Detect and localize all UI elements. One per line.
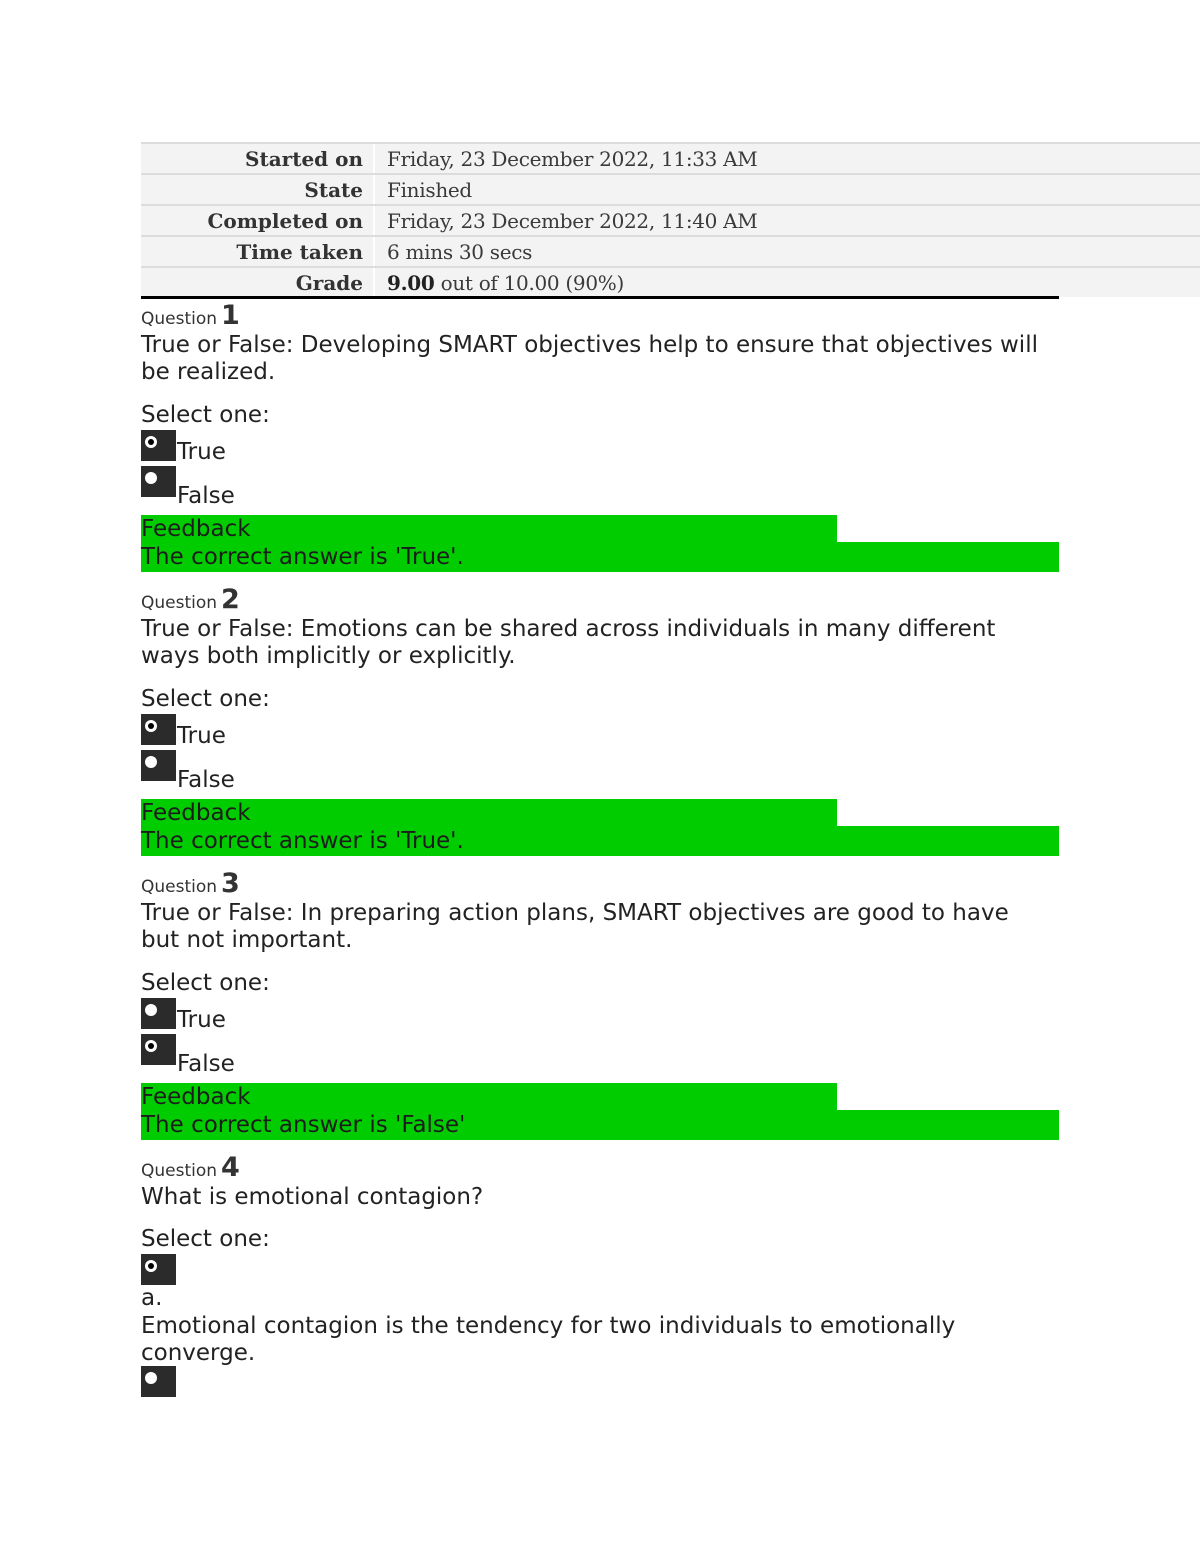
feedback-answer: The correct answer is 'True'. [141, 828, 464, 854]
radio-button[interactable] [141, 1366, 176, 1397]
summary-value: Friday, 23 December 2022, 11:40 AM [375, 205, 1200, 236]
radio-button[interactable] [141, 750, 176, 781]
option-label: True [177, 1007, 226, 1033]
radio-dot-icon [145, 1372, 157, 1384]
question-word: Question [141, 309, 218, 329]
radio-button[interactable] [141, 430, 176, 461]
summary-label: Time taken [141, 236, 373, 267]
summary-value: Friday, 23 December 2022, 11:33 AM [375, 143, 1200, 174]
feedback-title: Feedback [141, 516, 251, 542]
radio-dot-icon [145, 1260, 157, 1272]
question-number: 1 [221, 300, 240, 331]
radio-button[interactable] [141, 466, 176, 497]
summary-label: Started on [141, 143, 373, 174]
grade-score: 9.00 [387, 270, 435, 295]
select-one-label: Select one: [141, 1226, 270, 1252]
radio-button[interactable] [141, 998, 176, 1029]
summary-label: State [141, 174, 373, 205]
radio-dot-icon [145, 472, 157, 484]
option-label: True [177, 723, 226, 749]
summary-row-started [141, 143, 1200, 174]
question-text: True or False: Developing SMART objectives help to ensure that objectives will be realized. [141, 332, 1038, 385]
answer-text: Emotional contagion is the tendency for two individuals to emotionally converge. [141, 1313, 956, 1366]
select-one-label: Select one: [141, 402, 270, 428]
summary-divider [141, 296, 1059, 299]
question-header [141, 300, 240, 331]
radio-dot-icon [145, 1040, 157, 1052]
radio-button[interactable] [141, 1254, 176, 1285]
question-number: 3 [221, 868, 240, 899]
summary-row-completed [141, 205, 1200, 236]
question-word: Question [141, 877, 218, 897]
select-one-label: Select one: [141, 970, 270, 996]
option-label: True [177, 439, 226, 465]
summary-row-grade [141, 267, 1200, 297]
feedback-title: Feedback [141, 1084, 251, 1110]
feedback-title: Feedback [141, 800, 251, 826]
question-header [141, 584, 240, 615]
question-text: True or False: In preparing action plans, SMART objectives are good to have but not important. [141, 900, 1009, 953]
radio-dot-icon [145, 756, 157, 768]
answer-letter: a. [141, 1285, 163, 1311]
question-header [141, 1152, 240, 1183]
feedback-answer: The correct answer is 'True'. [141, 544, 464, 570]
question-word: Question [141, 1161, 218, 1181]
attempt-summary-table [141, 142, 1200, 297]
summary-label: Completed on [141, 205, 373, 236]
summary-value: Finished [375, 174, 1200, 205]
select-one-label: Select one: [141, 686, 270, 712]
radio-button[interactable] [141, 1034, 176, 1065]
feedback-answer: The correct answer is 'False' [141, 1112, 466, 1138]
summary-value: 6 mins 30 secs [375, 236, 1200, 267]
question-text: True or False: Emotions can be shared across individuals in many different ways both implicitly or explicitly. [141, 616, 996, 669]
question-header [141, 868, 240, 899]
question-text: What is emotional contagion? [141, 1184, 484, 1210]
radio-dot-icon [145, 720, 157, 732]
radio-dot-icon [145, 436, 157, 448]
option-label: False [177, 767, 235, 793]
question-number: 2 [221, 584, 240, 615]
question-word: Question [141, 593, 218, 613]
radio-button[interactable] [141, 714, 176, 745]
summary-row-state [141, 174, 1200, 205]
summary-label: Grade [141, 267, 373, 297]
question-number: 4 [221, 1152, 240, 1183]
grade-rest: out of 10.00 (90%) [434, 270, 624, 295]
summary-row-time-taken [141, 236, 1200, 267]
option-label: False [177, 1051, 235, 1077]
summary-value [375, 267, 1200, 297]
option-label: False [177, 483, 235, 509]
radio-dot-icon [145, 1004, 157, 1016]
